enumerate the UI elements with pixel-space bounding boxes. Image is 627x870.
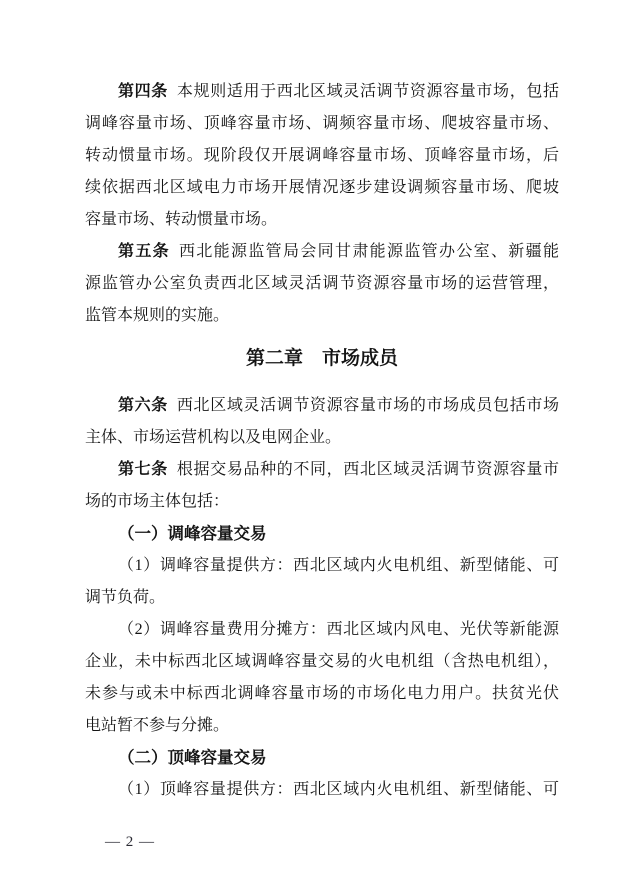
text-line bbox=[85, 550, 559, 582]
line-text: 转动惯量市场。现阶段仅开展调峰容量市场、顶峰容量市场，后 bbox=[85, 147, 559, 164]
page-number: — 2 — bbox=[105, 834, 155, 850]
text-line bbox=[85, 454, 559, 486]
article-number-label: 第四条 bbox=[118, 83, 168, 100]
text-line bbox=[85, 646, 559, 678]
line-text: 源监管办公室负责西北区域灵活调节资源容量市场的运营管理， bbox=[85, 275, 559, 292]
article-number-label: 第六条 bbox=[118, 397, 168, 414]
line-text: 第二章 市场成员 bbox=[245, 348, 398, 369]
text-line bbox=[85, 774, 559, 806]
text-line bbox=[85, 710, 559, 742]
line-text: 未参与或未中标西北调峰容量市场的市场化电力用户。扶贫光伏 bbox=[85, 685, 559, 702]
text-line bbox=[85, 268, 559, 300]
article-number-label: 第七条 bbox=[118, 461, 168, 478]
line-text: （二）顶峰容量交易 bbox=[118, 749, 267, 767]
line-text: 容量市场、转动惯量市场。 bbox=[85, 211, 278, 228]
footer-block bbox=[0, 826, 627, 858]
line-text: （一）调峰容量交易 bbox=[118, 525, 267, 543]
line-text: 调节负荷。 bbox=[85, 589, 166, 606]
line-text: 西北区域灵活调节资源容量市场的市场成员包括市场 bbox=[176, 397, 559, 414]
line-text: 续依据西北区域电力市场开展情况逐步建设调频容量市场、爬坡 bbox=[85, 179, 559, 196]
text-line bbox=[85, 204, 559, 236]
line-text: 西北能源监管局会同甘肃能源监管办公室、新疆能 bbox=[179, 243, 559, 260]
line-text: 调峰容量市场、顶峰容量市场、调频容量市场、爬坡容量市场、 bbox=[85, 115, 559, 132]
text-line bbox=[85, 108, 559, 140]
text-line bbox=[85, 742, 559, 774]
text-line bbox=[85, 678, 559, 710]
text-line bbox=[85, 172, 559, 204]
line-text: 场的市场主体包括： bbox=[85, 493, 230, 510]
line-text: 本规则适用于西北区域灵活调节资源容量市场，包括 bbox=[176, 83, 559, 100]
text-line bbox=[85, 338, 559, 380]
line-text: 监管本规则的实施。 bbox=[85, 307, 230, 324]
text-line bbox=[85, 76, 559, 108]
text-line bbox=[85, 300, 559, 332]
line-text: 根据交易品种的不同，西北区域灵活调节资源容量市 bbox=[176, 461, 559, 478]
text-line bbox=[85, 390, 559, 422]
text-line bbox=[85, 236, 559, 268]
text-line bbox=[85, 614, 559, 646]
text-line bbox=[85, 486, 559, 518]
article-number-label: 第五条 bbox=[118, 243, 170, 260]
text-line bbox=[85, 140, 559, 172]
line-text: （1）顶峰容量提供方：西北区域内火电机组、新型储能、可 bbox=[118, 781, 559, 798]
line-text: 企业，未中标西北区域调峰容量交易的火电机组（含热电机组）， bbox=[85, 653, 559, 670]
text-line bbox=[85, 422, 559, 454]
line-text: （2）调峰容量费用分摊方：西北区域内风电、光伏等新能源 bbox=[118, 621, 559, 638]
line-text: 主体、市场运营机构以及电网企业。 bbox=[85, 429, 342, 446]
text-line bbox=[85, 518, 559, 550]
line-text: 电站暂不参与分摊。 bbox=[85, 717, 230, 734]
line-text: （1）调峰容量提供方：西北区域内火电机组、新型储能、可 bbox=[118, 557, 559, 574]
text-line bbox=[85, 582, 559, 614]
